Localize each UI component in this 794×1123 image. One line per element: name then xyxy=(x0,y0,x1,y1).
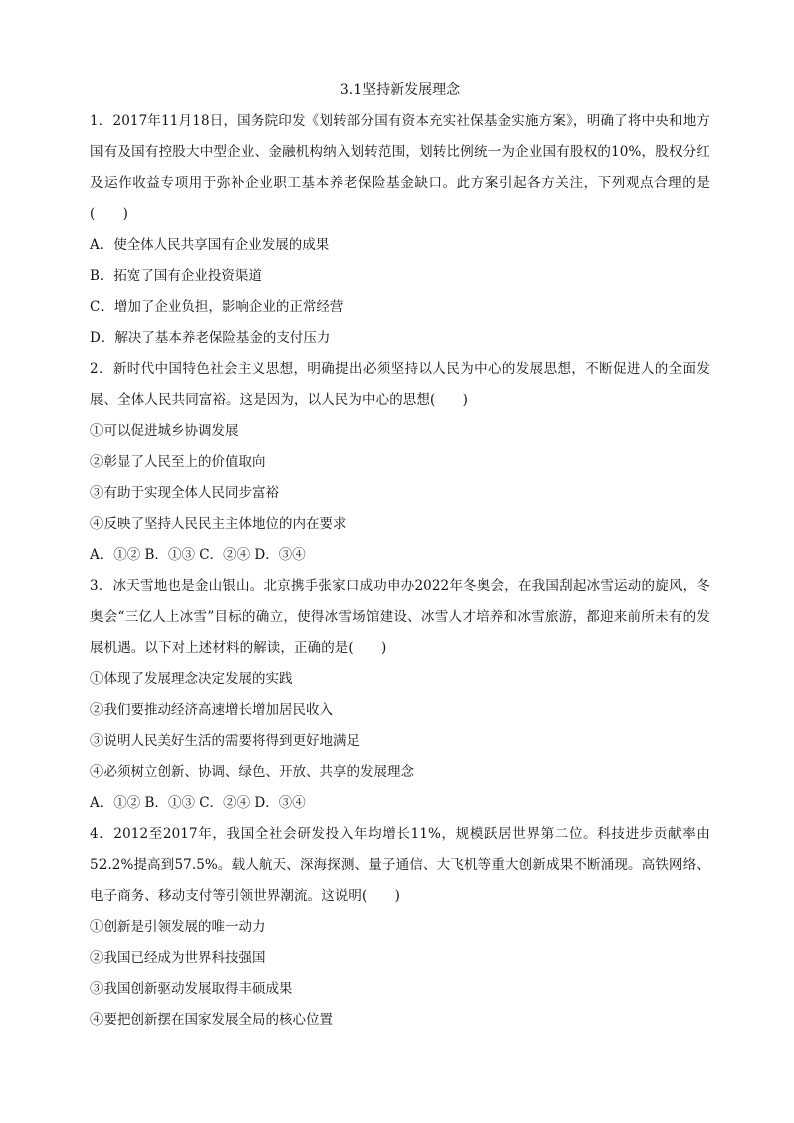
question-stem: 4．2012至2017年，我国全社会研发投入年均增长11%，规模跃居世界第二位。科技进步贡献率由52.2%提高到57.5%。载人航天、深海探测、量子通信、大飞机等重大创新成果不断涌现。高铁网络、电子商务、移动支付等引领世界潮流。这说明( ) xyxy=(90,826,710,904)
option-item: ①创新是引领发展的唯一动力 xyxy=(90,919,266,935)
option-item: ①可以促进城乡协调发展 xyxy=(90,423,239,439)
document-page xyxy=(90,78,710,1036)
page-title: 3.1坚持新发展理念 xyxy=(339,82,461,98)
answer-choices: A．①② B．①③ C．②④ D．③④ xyxy=(90,547,306,563)
option-item: ④必须树立创新、协调、绿色、开放、共享的发展理念 xyxy=(90,764,414,780)
option-item: ②彰显了人民至上的价值取向 xyxy=(90,454,266,470)
question-1 xyxy=(90,106,710,354)
question-2 xyxy=(90,354,710,571)
option-item: ③有助于实现全体人民同步富裕 xyxy=(90,485,279,501)
question-stem: 3．冰天雪地也是金山银山。北京携手张家口成功申办2022年冬奥会，在我国刮起冰雪运动的旋风，冬奥会“三亿人上冰雪”目标的确立，使得冰雪场馆建设、冰雪人才培养和冰雪旅游，都迎来前所未有的发展机遇。以下对上述材料的解读，正确的是( ) xyxy=(90,578,710,656)
option-item: ②我们要推动经济高速增长增加居民收入 xyxy=(90,702,333,718)
option-item: ④反映了坚持人民民主主体地位的内在要求 xyxy=(90,516,347,532)
option-item: ②我国已经成为世界科技强国 xyxy=(90,950,266,966)
question-4 xyxy=(90,819,710,1036)
option-item: ①体现了发展理念决定发展的实践 xyxy=(90,671,293,687)
question-stem: 2．新时代中国特色社会主义思想，明确提出必须坚持以人民为中心的发展思想，不断促进人的全面发展、全体人民共同富裕。这是因为，以人民为中心的思想( ) xyxy=(90,361,710,408)
option-item: ③说明人民美好生活的需要将得到更好地满足 xyxy=(90,733,360,749)
question-stem: 1．2017年11月18日，国务院印发《划转部分国有资本充实社保基金实施方案》，明确了将中央和地方国有及国有控股大中型企业、金融机构纳入划转范围，划转比例统一为企业国有股权的10%，股权分红及运作收益专项用于弥补企业职工基本养老保险基金缺口。此方案引起各方关注，下列观点合理的是( ) xyxy=(90,113,710,222)
question-3 xyxy=(90,571,710,819)
option-item: ③我国创新驱动发展取得丰硕成果 xyxy=(90,981,293,997)
option-item: D．解决了基本养老保险基金的支付压力 xyxy=(90,330,331,346)
option-item: A．使全体人民共享国有企业发展的成果 xyxy=(90,237,330,253)
option-item: B．拓宽了国有企业投资渠道 xyxy=(90,268,262,284)
option-item: C．增加了企业负担，影响企业的正常经营 xyxy=(90,299,344,315)
answer-choices: A．①② B．①③ C．②④ D．③④ xyxy=(90,795,306,811)
option-item: ④要把创新摆在国家发展全局的核心位置 xyxy=(90,1012,333,1028)
